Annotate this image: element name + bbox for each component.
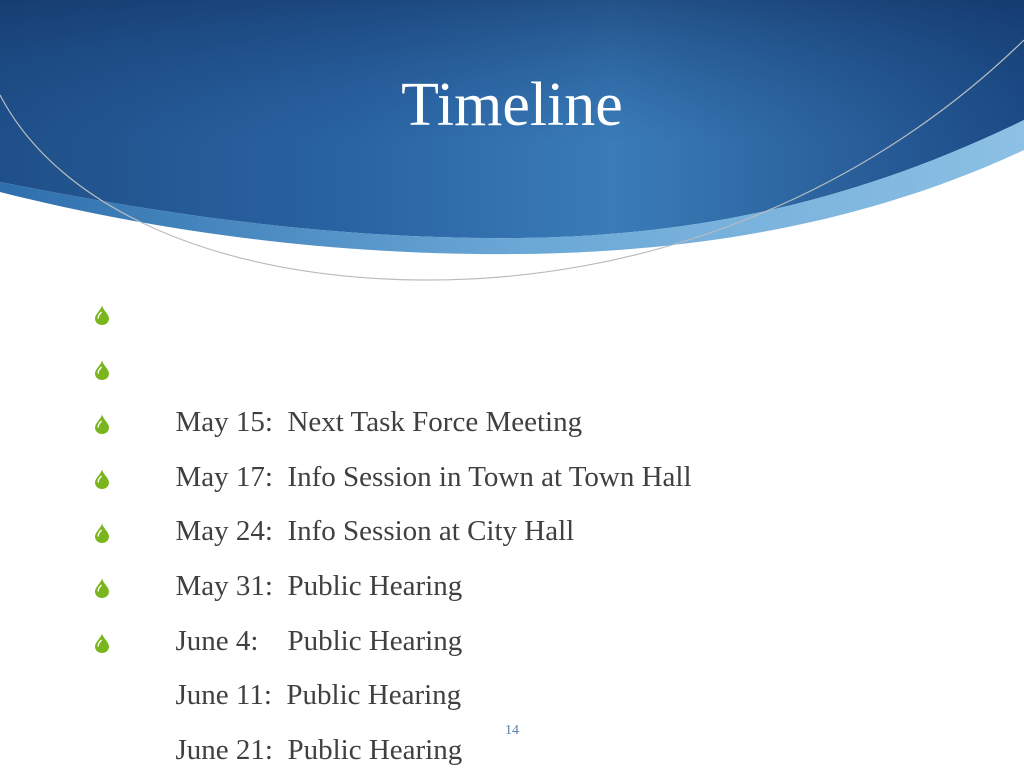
list-item-label: May 31: Public Hearing [175, 569, 463, 602]
slide-number: 14 [505, 723, 519, 738]
list-item-label: June 11: Public Hearing [175, 679, 462, 712]
list-item-label: June 21: Public Hearing [175, 733, 463, 766]
droplet-bullet-icon [95, 414, 109, 434]
droplet-bullet-icon [95, 578, 109, 598]
list-item-label: May 17: Info Session in Town at Town Hall [175, 460, 692, 493]
header-wave-background [0, 0, 1024, 300]
droplet-bullet-icon [95, 360, 109, 380]
list-item-label: May 15: Next Task Force Meeting [175, 406, 583, 439]
droplet-bullet-icon [95, 469, 109, 489]
list-item [92, 286, 692, 439]
slide-title: Timeline [401, 71, 623, 139]
list-item-label: June 4: Public Hearing [175, 624, 463, 657]
droplet-bullet-icon [95, 305, 109, 325]
droplet-bullet-icon [95, 633, 109, 653]
droplet-bullet-icon [95, 523, 109, 543]
list-item-label: May 24: Info Session at City Hall [175, 515, 575, 548]
